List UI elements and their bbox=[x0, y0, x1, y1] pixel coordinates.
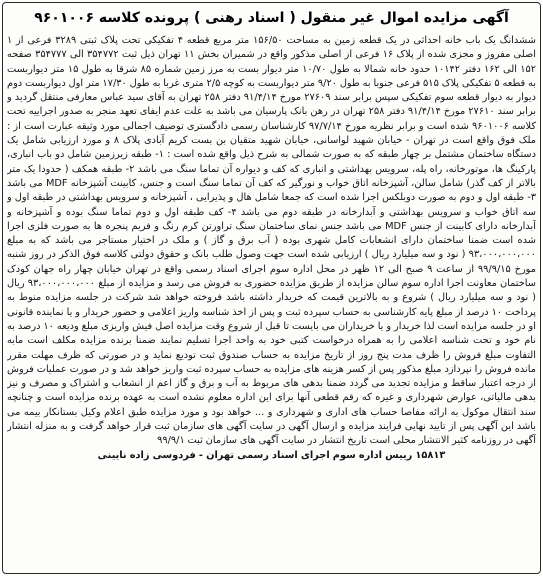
notice-title: آگهی مزایده اموال غیر منقول ( اسناد رهنی ) پرونده کلاسه ۹۶۰۱۰۰۶ bbox=[34, 10, 509, 26]
notice-signature: ۱۵۸۱۳ رییس اداره سوم اجرای اسناد رسمی تهران - فردوسی زاده نایینی bbox=[97, 449, 446, 461]
notice-body-text: ششدانگ یک باب خانه احداثی در یک قطعه زمین به مساحت ۱۵۶/۵۰ متر مربع قطعه ۴ تفکیکی تحت پلاک ثبتی ۳۲۸۹ فرعی از ۱ اصلی مفروز و مجزی شده از پلاک ۱۶ فرعی از اصلی مذکور واقع در شمیران بخش ۱۱ تهران ذیل ثبت ۳۵۴۷۷۲ الی ۳۵۴۷۷۷ صفحه ۱۵۲ الی ۱۶۲ دفتر ۱۰۱۴۲ حدود خانه شمالا به طول ۱۰/۷۰ متر دیوار بست به مرز زمین شماره ۸۵ شرقا به طول ۱۵ متر دیواربست به قطعه ۵ تفکیکی پلاک ۵۱۵ فرعی جنوبا به طول ۹/۲۰ متر دیواربست به کوچه ۲/۵ متری غربا به طول ۱۷/۳۰ متر اول دیواربست دوم دیوار به دیوار قطعه سوم تفکیکی سپس برابر سند ۲۷۶۰۹ مورخ ۹۱/۴/۱۴ دفتر ۲۵۸ تهران به آقای سید عباس معارفی منتقل گردید و برابر سند ۲۷۶۱۰ مورخ ۹۱/۴/۱۴ دفتر ۲۵۸ تهران در رهن بانک پارسیان می باشد به علت عدم ایفای تعهد منجر به صدور اجراییه تحت کلاسه ۹۶۰۱۰۰۶ شده است و برابر نظریه مورخ ۹۷/۷/۱۴ کارشناسان رسمی دادگستری توصیف اجمالی مورد وثیقه عبارت است از : ملک فوق واقع است در تهران - خیابان شهید لواسانی، خیابان شهید متقیان بن بست کریم آبادی پلاک ۸ و مورد ارزیابی شامل یک دستگاه ساختمان مشتمل بر چهار طبقه که به صورت شمالی به شرح ذیل واقع شده است : ۱- طبقه زیرزمین شامل دو باب انباری، پارکینگ ها، موتورخانه، راه پله، سرویس بهداشتی و انباری که کف و دیواره آن تماما سنگ می باشد ۲- طبقه همکف ( حدودا یک متر بالاتر از کف گذر) شامل سالن، آشپزخانه اتاق خواب و نورگیر که کف آن تماما سنگ است و جنس، کابینت آشپزخانه MDF می باشد ۳- طبقه اول و دوم به صورت دوبلکس اجرا شده است که جمعا شامل هال و پذیرایی ، آشپزخانه و سرویس بهداشتی در طبقه اول و سه اتاق خواب و سرویس بهداشتی و آبدارخانه در طبقه دوم می باشد ۴- کف طبقه اول و دوم تماما سنگ بوده و آشپزخانه و آبدارخانه دارای کابینت از جنس MDF می باشد جنس نمای ساختمان سنگ تراورتن کرم رنگ و فریم پنجره ها به صورت فلزی اجرا شده است ضمنا ساختمان دارای انشعابات کامل شهری بوده ( آب برق و گاز ) و ملک در اختیار مستاجر می باشد که به مبلغ ۹۳،۰۰۰،۰۰۰،۰۰۰ ( نود و سه میلیارد ریال ) ارزیابی شده است جهت وصول طلب بانک و حقوق دولتی کلاسه فوق الذکر در روز شنبه مورخ ۹۹/۹/۱۵ از ساعت ۹ صبح الی ۱۲ ظهر در محل اداره سوم اجرای اسناد رسمی واقع در تهران خیابان چهار راه جهان کودک ساختمان معاونت اجرا اداره سوم سالن مزایده از طریق مزایده حضوری به فروش می رسد و مزایده از مبلغ ۹۳،۰۰۰،۰۰۰،۰۰۰ ریال ( نود و سه میلیارد ریال ) شروع و به بالاترین قیمت که خریدار داشته باشد فروخته خواهد شد شرکت در جلسه مزایده منوط به پرداخت ۱۰ درصد از مبلغ پایه کارشناسی به حساب سپرده ثبت و پس از اخذ شناسه واریز اعلامی و حضور خریدار و یا نماینده قانونی او در جلسه مزایده است لذا خریدار و یا خریداران می بایست تا قبل از شروع وقت مزایده اصل فیش واریزی مبلغ ودیعه ۱۰ درصد به نام خود و تحت شناسه اعلامی را به همراه درخواست کتبی خود به واحد اجرا تسلیم نمایند ضمنا برنده مزایده مکلف است مابه التفاوت مبلغ فروش را ظرف مدت پنج روز از تاریخ مزایده به حساب صندوق ثبت تودیع نماید و در صورتی که ظرف مهلت مقرر مانده فروش را نپردازد مبلغ مذکور پس از کسر هزینه های مزایده به حساب سپرده ثبت واریز خواهد شد و در صورت عملیات فروش از درجه اعتبار ساقط و مزایده تجدید می گردد ضمنا بدهی های مربوط به آب و برق و گاز اعم از انشعاب و اشتراک و مصرف و نیز بدهی مالیاتی، عوارض شهرداری و غیره که رقم قطعی آنها برای این اداره معلوم نشده است به عهده برنده مزایده است و چنانچه سند انتقال موکول به ارائه مفاصا حساب های اداری و شهرداری و ... خواهد بود و مورد مزایده طبق اعلام وکیل بستانکار بیمه می باشد این آگهی پس از تایید نهایی فرایند مزایده و ارسال آگهی در سایت آگهی های سازمان ثبت قرار خواهد گرفت و به منزله انتشار آگهی در روزنامه کثیر الانتشار محلی است تاریخ انتشار در سایت آگهی های سازمان ثبت ۹۹/۹/۱ bbox=[7, 35, 536, 447]
notice-body bbox=[7, 34, 536, 568]
